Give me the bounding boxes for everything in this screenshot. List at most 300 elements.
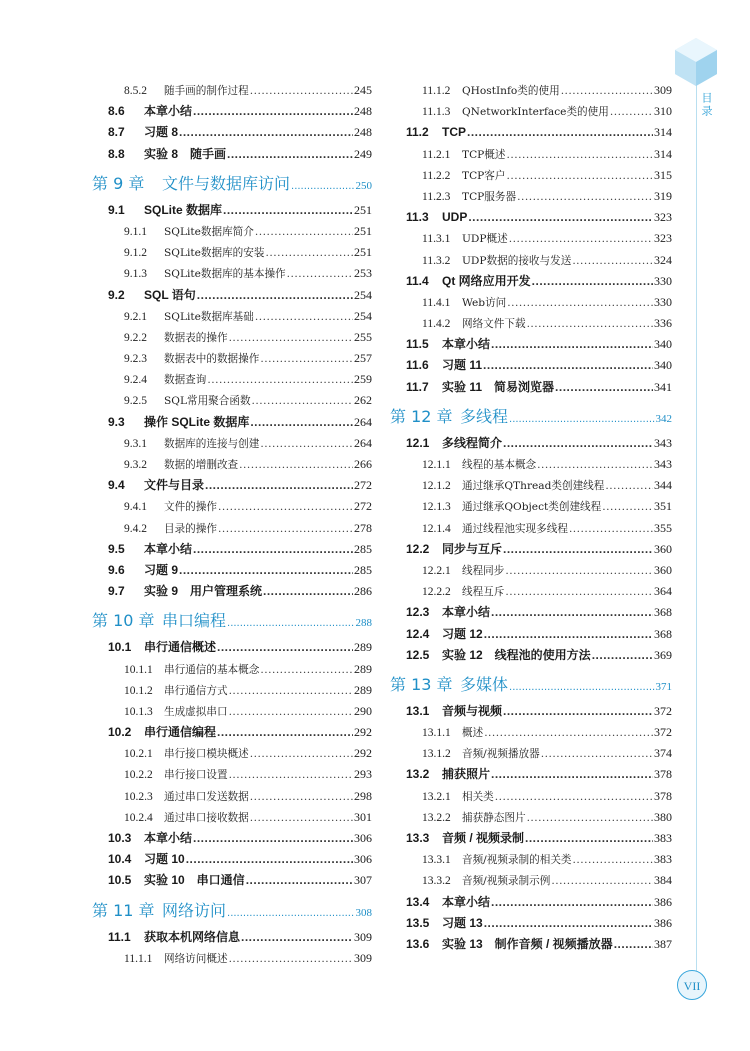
toc-subsection-entry[interactable] — [390, 581, 672, 602]
toc-entry-title: 通过线程池实现多线程 — [462, 522, 568, 535]
toc-dot-leader — [260, 349, 353, 370]
toc-section-entry[interactable] — [92, 849, 372, 870]
toc-section-entry[interactable] — [390, 539, 672, 560]
toc-entry-page: 264 — [354, 414, 372, 429]
toc-entry-page: 340 — [654, 358, 672, 373]
toc-subsection-entry[interactable] — [390, 165, 672, 186]
toc-dot-leader — [503, 433, 653, 454]
toc-dot-leader — [229, 681, 353, 702]
toc-entry-number: 8.5.2 — [124, 85, 147, 97]
toc-dot-leader — [291, 172, 354, 201]
toc-dot-leader — [572, 251, 653, 272]
toc-entry-number: 11.1.3 — [422, 106, 451, 119]
toc-dot-leader — [217, 637, 353, 658]
toc-entry-number: 11.4 — [406, 273, 429, 288]
toc-entry-title: SQLite数据库基础 — [164, 310, 254, 323]
toc-dot-leader — [491, 602, 653, 623]
toc-entry-number: 第 11 章 — [92, 900, 155, 920]
toc-dot-leader — [468, 207, 653, 228]
toc-section-entry[interactable] — [390, 433, 672, 454]
toc-dot-leader — [250, 744, 353, 765]
toc-entry-number: 9.7 — [108, 584, 125, 599]
toc-entry-number: 11.2 — [406, 125, 429, 140]
toc-entry-number: 11.3.1 — [422, 233, 451, 246]
toc-subsection-entry[interactable] — [390, 101, 672, 122]
toc-entry-page: 383 — [654, 852, 672, 867]
toc-dot-leader — [255, 307, 353, 328]
toc-entry-number: 9.2.4 — [124, 374, 147, 387]
toc-entry-page: 310 — [654, 104, 672, 119]
toc-entry-title: 串行接口设置 — [164, 769, 228, 782]
toc-entry-number: 11.2.1 — [422, 148, 451, 161]
toc-entry-page: 301 — [354, 809, 372, 824]
toc-dot-leader — [484, 723, 653, 744]
toc-entry-page: 309 — [354, 950, 372, 965]
toc-entry-page: 344 — [654, 478, 672, 493]
toc-entry-title: 实验 8 随手画 — [144, 146, 227, 161]
toc-entry-title: 文件与目录 — [144, 478, 205, 493]
toc-entry-title: 多媒体 — [460, 674, 509, 694]
toc-entry-page: 341 — [654, 379, 672, 394]
toc-entry-page: 298 — [354, 788, 372, 803]
toc-subsection-entry[interactable] — [390, 870, 672, 891]
toc-entry-number: 9.3.2 — [124, 459, 147, 471]
toc-entry-number: 10.1.2 — [124, 684, 153, 697]
toc-entry-page: 368 — [654, 605, 672, 620]
toc-dot-leader — [207, 370, 353, 391]
toc-subsection-entry[interactable] — [92, 327, 372, 348]
toc-section-entry[interactable] — [92, 101, 372, 122]
toc-entry-number: 8.8 — [108, 146, 125, 161]
toc-subsection-entry[interactable] — [390, 186, 672, 207]
toc-dot-leader — [241, 927, 353, 948]
toc-entry-page: 251 — [354, 202, 372, 217]
toc-entry-page: 378 — [654, 767, 672, 782]
toc-dot-leader — [537, 455, 653, 476]
toc-entry-page: 306 — [354, 852, 372, 867]
toc-entry-title: 本章小结 — [442, 337, 491, 352]
toc-subsection-entry[interactable] — [92, 221, 372, 242]
toc-entry-number: 10.2.4 — [124, 811, 153, 824]
toc-entry-title: 习题 13 — [442, 915, 483, 930]
toc-entry-page: 289 — [354, 640, 372, 655]
toc-dot-leader — [507, 145, 654, 166]
toc-entry-page: 372 — [654, 703, 672, 718]
toc-entry-number: 12.5 — [406, 647, 430, 662]
toc-subsection-entry[interactable] — [92, 764, 372, 785]
toc-dot-leader — [252, 391, 353, 412]
toc-entry-number: 9.2.3 — [124, 353, 147, 366]
toc-entry-page: 369 — [654, 647, 672, 662]
toc-dot-leader — [227, 899, 354, 928]
toc-entry-page: 314 — [654, 125, 672, 140]
toc-entry-number: 12.3 — [406, 605, 430, 620]
toc-entry-number: 11.3.2 — [422, 254, 451, 267]
toc-entry-page: 289 — [354, 682, 372, 697]
toc-entry-page: 249 — [354, 146, 372, 161]
toc-dot-leader — [223, 200, 353, 221]
toc-subsection-entry[interactable] — [92, 743, 372, 764]
toc-subsection-entry[interactable] — [390, 560, 672, 581]
toc-entry-number: 11.4.1 — [422, 296, 451, 309]
toc-entry-page: 307 — [354, 873, 372, 888]
toc-dot-leader — [260, 660, 353, 681]
toc-entry-number: 10.2.3 — [124, 790, 153, 803]
toc-subsection-entry[interactable] — [390, 292, 672, 313]
toc-entry-number: 12.2 — [406, 541, 430, 556]
toc-entry-title: 音频/视频录制示例 — [462, 875, 551, 888]
toc-entry-page: 343 — [654, 435, 672, 450]
toc-dot-leader — [205, 475, 353, 496]
toc-entry-title: 本章小结 — [144, 104, 193, 119]
toc-subsection-entry[interactable] — [390, 722, 672, 743]
toc-entry-page: 386 — [654, 894, 672, 909]
toc-entry-number: 11.1.1 — [124, 952, 153, 965]
toc-entry-title: Web访问 — [462, 296, 507, 309]
toc-entry-page: 251 — [354, 223, 372, 238]
toc-subsection-entry[interactable] — [92, 496, 372, 517]
toc-subsection-entry[interactable] — [92, 948, 372, 969]
toc-entry-page: 374 — [654, 746, 672, 761]
toc-subsection-entry[interactable] — [92, 348, 372, 369]
toc-entry-title: 数据查询 — [164, 374, 207, 387]
toc-entry-page: 351 — [654, 499, 672, 514]
toc-entry-title: 音频 / 视频录制 — [442, 831, 525, 845]
toc-dot-leader — [467, 122, 653, 143]
toc-section-entry[interactable] — [390, 355, 672, 376]
toc-section-entry[interactable] — [390, 934, 672, 955]
toc-section-entry[interactable] — [390, 271, 672, 292]
toc-chapter-heading[interactable] — [390, 670, 672, 699]
toc-section-entry[interactable] — [390, 828, 672, 849]
toc-subsection-entry[interactable] — [390, 496, 672, 517]
toc-entry-page: 306 — [354, 831, 372, 845]
toc-section-entry[interactable] — [92, 828, 372, 849]
page-number-badge: VII — [677, 970, 707, 1000]
toc-section-entry[interactable] — [390, 207, 672, 228]
toc-dot-leader — [260, 434, 353, 455]
toc-subsection-entry[interactable] — [390, 313, 672, 334]
toc-subsection-entry[interactable] — [92, 242, 372, 263]
toc-subsection-entry[interactable] — [390, 807, 672, 828]
toc-section-entry[interactable] — [92, 144, 372, 165]
toc-entry-number: 13.2.2 — [422, 811, 451, 824]
toc-entry-title: 数据库的连接与创建 — [164, 437, 260, 450]
toc-entry-title: 实验 10 串口通信 — [144, 873, 245, 888]
toc-subsection-entry[interactable] — [390, 786, 672, 807]
toc-dot-leader — [509, 405, 654, 434]
toc-section-entry[interactable] — [92, 539, 372, 560]
toc-chapter-heading[interactable] — [92, 606, 372, 635]
toc-entry-page: 248 — [354, 104, 372, 119]
sidebar-divider — [696, 68, 697, 978]
toc-subsection-entry[interactable] — [390, 80, 672, 101]
toc-entry-number: 8.7 — [108, 125, 125, 140]
toc-subsection-entry[interactable] — [390, 518, 672, 539]
toc-subsection-entry[interactable] — [92, 518, 372, 539]
toc-subsection-entry[interactable] — [390, 144, 672, 165]
toc-dot-leader — [602, 497, 653, 518]
toc-section-entry[interactable] — [390, 377, 672, 398]
toc-entry-title: 音频/视频播放器 — [462, 748, 540, 761]
toc-dot-leader — [229, 328, 353, 349]
toc-entry-page: 254 — [354, 287, 372, 302]
toc-section-entry[interactable] — [390, 892, 672, 913]
toc-subsection-entry[interactable] — [92, 807, 372, 828]
toc-entry-title: 数据表中的数据操作 — [164, 353, 260, 366]
toc-entry-title: SQLite数据库简介 — [164, 225, 254, 238]
toc-entry-page: 319 — [654, 188, 672, 203]
toc-entry-page: 384 — [654, 873, 672, 888]
toc-dot-leader — [484, 624, 653, 645]
toc-entry-page: 250 — [355, 179, 372, 192]
toc-section-entry[interactable] — [390, 624, 672, 645]
toc-entry-title: QNetworkInterface类的使用 — [462, 106, 609, 119]
toc-section-entry[interactable] — [92, 285, 372, 306]
toc-entry-title: 习题 8 — [144, 125, 179, 140]
toc-dot-leader — [229, 765, 353, 786]
toc-entry-page: 292 — [354, 746, 372, 761]
toc-entry-number: 9.1.3 — [124, 268, 147, 281]
toc-entry-number: 13.2 — [406, 767, 430, 782]
toc-entry-page: 378 — [654, 788, 672, 803]
toc-entry-page: 330 — [654, 294, 672, 309]
toc-entry-number: 13.2.1 — [422, 790, 451, 803]
toc-dot-leader — [229, 702, 353, 723]
toc-dot-leader — [186, 849, 353, 870]
toc-entry-title: 习题 12 — [442, 626, 483, 641]
toc-dot-leader — [250, 412, 353, 433]
toc-dot-leader — [495, 787, 653, 808]
toc-entry-title: UDP — [442, 210, 468, 225]
toc-entry-page: 262 — [354, 393, 372, 408]
toc-dot-leader — [505, 561, 653, 582]
toc-dot-leader — [505, 582, 653, 603]
toc-section-entry[interactable] — [390, 701, 672, 722]
toc-entry-number: 12.1 — [406, 435, 430, 450]
toc-entry-number: 11.1 — [108, 929, 131, 944]
toc-entry-number: 12.2.2 — [422, 586, 451, 599]
toc-entry-title: 习题 9 — [144, 562, 179, 577]
toc-subsection-entry[interactable] — [92, 786, 372, 807]
toc-entry-title: 习题 11 — [442, 358, 483, 373]
toc-section-entry[interactable] — [390, 122, 672, 143]
toc-entry-number: 12.1.4 — [422, 522, 451, 535]
toc-subsection-entry[interactable] — [92, 701, 372, 722]
toc-entry-page: 264 — [354, 435, 372, 450]
toc-subsection-entry[interactable] — [390, 454, 672, 475]
toc-entry-title: Qt 网络应用开发 — [442, 273, 531, 288]
toc-entry-title: SQL 语句 — [144, 287, 196, 302]
toc-entry-page: 266 — [354, 457, 372, 471]
toc-dot-leader — [229, 949, 353, 970]
toc-dot-leader — [239, 455, 353, 476]
toc-dot-leader — [218, 497, 353, 518]
toc-entry-page: 309 — [354, 929, 372, 944]
toc-entry-title: 串行接口模块概述 — [164, 748, 249, 761]
toc-subsection-entry[interactable] — [92, 263, 372, 284]
toc-entry-page: 343 — [654, 457, 672, 471]
toc-entry-page: 386 — [654, 915, 672, 930]
toc-entry-title: 实验 11 简易浏览器 — [442, 379, 555, 394]
toc-dot-leader — [193, 101, 353, 122]
toc-dot-leader — [218, 519, 353, 540]
toc-dot-leader — [179, 560, 353, 581]
toc-dot-leader — [491, 764, 653, 785]
toc-entry-title: 本章小结 — [144, 541, 193, 556]
toc-dot-leader — [227, 144, 353, 165]
toc-section-entry[interactable] — [390, 764, 672, 785]
toc-subsection-entry[interactable] — [390, 228, 672, 249]
toc-subsection-entry[interactable] — [92, 659, 372, 680]
toc-entry-title: 获取本机网络信息 — [144, 929, 241, 944]
toc-chapter-heading[interactable] — [92, 169, 372, 198]
toc-entry-number: 10.2 — [108, 725, 132, 740]
toc-entry-title: 捕获照片 — [442, 767, 491, 782]
toc-dot-leader — [527, 314, 653, 335]
toc-entry-title: 实验 9 用户管理系统 — [144, 584, 263, 599]
toc-entry-page: 314 — [654, 146, 672, 161]
toc-entry-title: 通过继承QObject类创建线程 — [462, 501, 602, 514]
toc-subsection-entry[interactable] — [390, 475, 672, 496]
toc-entry-number: 10.1.3 — [124, 705, 153, 718]
toc-section-entry[interactable] — [92, 581, 372, 602]
toc-section-entry[interactable] — [92, 722, 372, 743]
toc-entry-number: 10.1.1 — [124, 663, 153, 676]
toc-entry-number: 11.3 — [406, 210, 429, 225]
toc-entry-title: UDP概述 — [462, 233, 508, 246]
toc-entry-title: 目录的操作 — [164, 522, 217, 535]
toc-section-entry[interactable] — [390, 645, 672, 666]
toc-subsection-entry[interactable] — [92, 433, 372, 454]
toc-entry-number: 10.2.1 — [124, 748, 153, 761]
toc-entry-number: 11.2.3 — [422, 190, 451, 203]
toc-entry-title: 本章小结 — [442, 605, 491, 620]
toc-entry-page: 290 — [354, 703, 372, 718]
toc-subsection-entry[interactable] — [92, 454, 372, 475]
toc-entry-title: 串口编程 — [162, 611, 227, 631]
toc-entry-number: 11.7 — [406, 379, 429, 394]
toc-entry-page: 272 — [354, 478, 372, 493]
toc-entry-title: UDP数据的接收与发送 — [462, 254, 572, 267]
toc-dot-leader — [179, 122, 353, 143]
toc-entry-title: 线程互斥 — [462, 586, 505, 599]
toc-subsection-entry[interactable] — [92, 680, 372, 701]
toc-section-entry[interactable] — [92, 122, 372, 143]
toc-entry-number: 第 12 章 — [390, 406, 453, 426]
toc-entry-title: 串行通信的基本概念 — [164, 663, 260, 676]
toc-column-left — [92, 80, 372, 969]
toc-entry-title: TCP概述 — [462, 148, 506, 161]
toc-entry-title: 通过继承QThread类创建线程 — [462, 480, 605, 493]
toc-section-entry[interactable] — [92, 560, 372, 581]
toc-entry-title: 文件与数据库访问 — [162, 173, 291, 193]
toc-section-entry[interactable] — [390, 913, 672, 934]
toc-entry-page: 324 — [654, 252, 672, 267]
toc-entry-number: 11.1.2 — [422, 85, 451, 97]
toc-dot-leader — [614, 934, 653, 955]
toc-subsection-entry[interactable] — [92, 390, 372, 411]
toc-entry-title: 通过串口接收数据 — [164, 811, 249, 824]
toc-section-entry[interactable] — [92, 637, 372, 658]
toc-entry-page: 360 — [654, 562, 672, 577]
toc-entry-number: 11.2.2 — [422, 169, 451, 182]
toc-dot-leader — [263, 581, 353, 602]
toc-dot-leader — [509, 229, 653, 250]
toc-subsection-entry[interactable] — [92, 306, 372, 327]
toc-dot-leader — [193, 539, 353, 560]
toc-dot-leader — [250, 808, 353, 829]
toc-entry-number: 9.1.2 — [124, 247, 147, 260]
toc-entry-title: SQLite数据库的安装 — [164, 247, 265, 260]
toc-section-entry[interactable] — [390, 334, 672, 355]
toc-subsection-entry[interactable] — [92, 80, 372, 101]
toc-entry-number: 9.4.1 — [124, 501, 147, 514]
toc-entry-page: 285 — [354, 562, 372, 577]
toc-entry-title: 网络访问概述 — [164, 952, 228, 965]
toc-entry-page: 383 — [654, 831, 672, 845]
toc-subsection-entry[interactable] — [390, 849, 672, 870]
toc-entry-title: 实验 13 制作音频 / 视频播放器 — [442, 936, 613, 951]
toc-entry-title: 音频/视频录制的相关类 — [462, 854, 572, 867]
toc-subsection-entry[interactable] — [390, 250, 672, 271]
toc-entry-page: 342 — [655, 412, 672, 425]
toc-dot-leader — [532, 271, 653, 292]
toc-entry-number: 13.1.2 — [422, 748, 451, 761]
toc-entry-title: 捕获静态图片 — [462, 811, 526, 824]
toc-entry-title: 线程的基本概念 — [462, 459, 537, 471]
toc-entry-title: TCP客户 — [462, 169, 506, 182]
toc-entry-number: 13.4 — [406, 894, 430, 909]
toc-entry-title: 数据的增删改查 — [164, 459, 239, 471]
toc-entry-title: SQLite数据库的基本操作 — [164, 268, 286, 281]
toc-dot-leader — [551, 871, 653, 892]
toc-section-entry[interactable] — [92, 412, 372, 433]
toc-entry-page: 340 — [654, 337, 672, 352]
toc-section-entry[interactable] — [92, 927, 372, 948]
toc-entry-title: 串行通信方式 — [164, 684, 228, 697]
toc-entry-page: 272 — [354, 499, 372, 514]
toc-entry-page: 308 — [355, 906, 372, 919]
toc-chapter-heading[interactable] — [92, 896, 372, 925]
toc-entry-title: 文件的操作 — [164, 501, 217, 514]
toc-entry-number: 9.3.1 — [124, 437, 147, 450]
toc-entry-number: 9.6 — [108, 562, 125, 577]
toc-dot-leader — [507, 293, 653, 314]
toc-entry-number: 12.4 — [406, 626, 430, 641]
toc-entry-number: 9.1.1 — [124, 225, 147, 238]
toc-entry-page: 360 — [654, 541, 672, 556]
toc-entry-number: 9.2 — [108, 287, 125, 302]
toc-dot-leader — [507, 166, 654, 187]
toc-section-entry[interactable] — [92, 200, 372, 221]
toc-entry-number: 12.2.1 — [422, 564, 451, 577]
toc-chapter-heading[interactable] — [390, 402, 672, 431]
toc-section-entry[interactable] — [92, 475, 372, 496]
toc-subsection-entry[interactable] — [390, 743, 672, 764]
toc-entry-title: 实验 12 线程池的使用方法 — [442, 647, 591, 662]
toc-entry-title: 随手画的制作过程 — [164, 85, 249, 97]
toc-subsection-entry[interactable] — [92, 369, 372, 390]
toc-entry-title: 本章小结 — [442, 894, 491, 909]
toc-entry-page: 245 — [354, 83, 372, 97]
toc-dot-leader — [265, 243, 353, 264]
toc-dot-leader — [227, 609, 354, 638]
toc-entry-page: 380 — [654, 809, 672, 824]
toc-entry-page: 293 — [354, 767, 372, 782]
toc-section-entry[interactable] — [390, 602, 672, 623]
toc-section-entry[interactable] — [92, 870, 372, 891]
